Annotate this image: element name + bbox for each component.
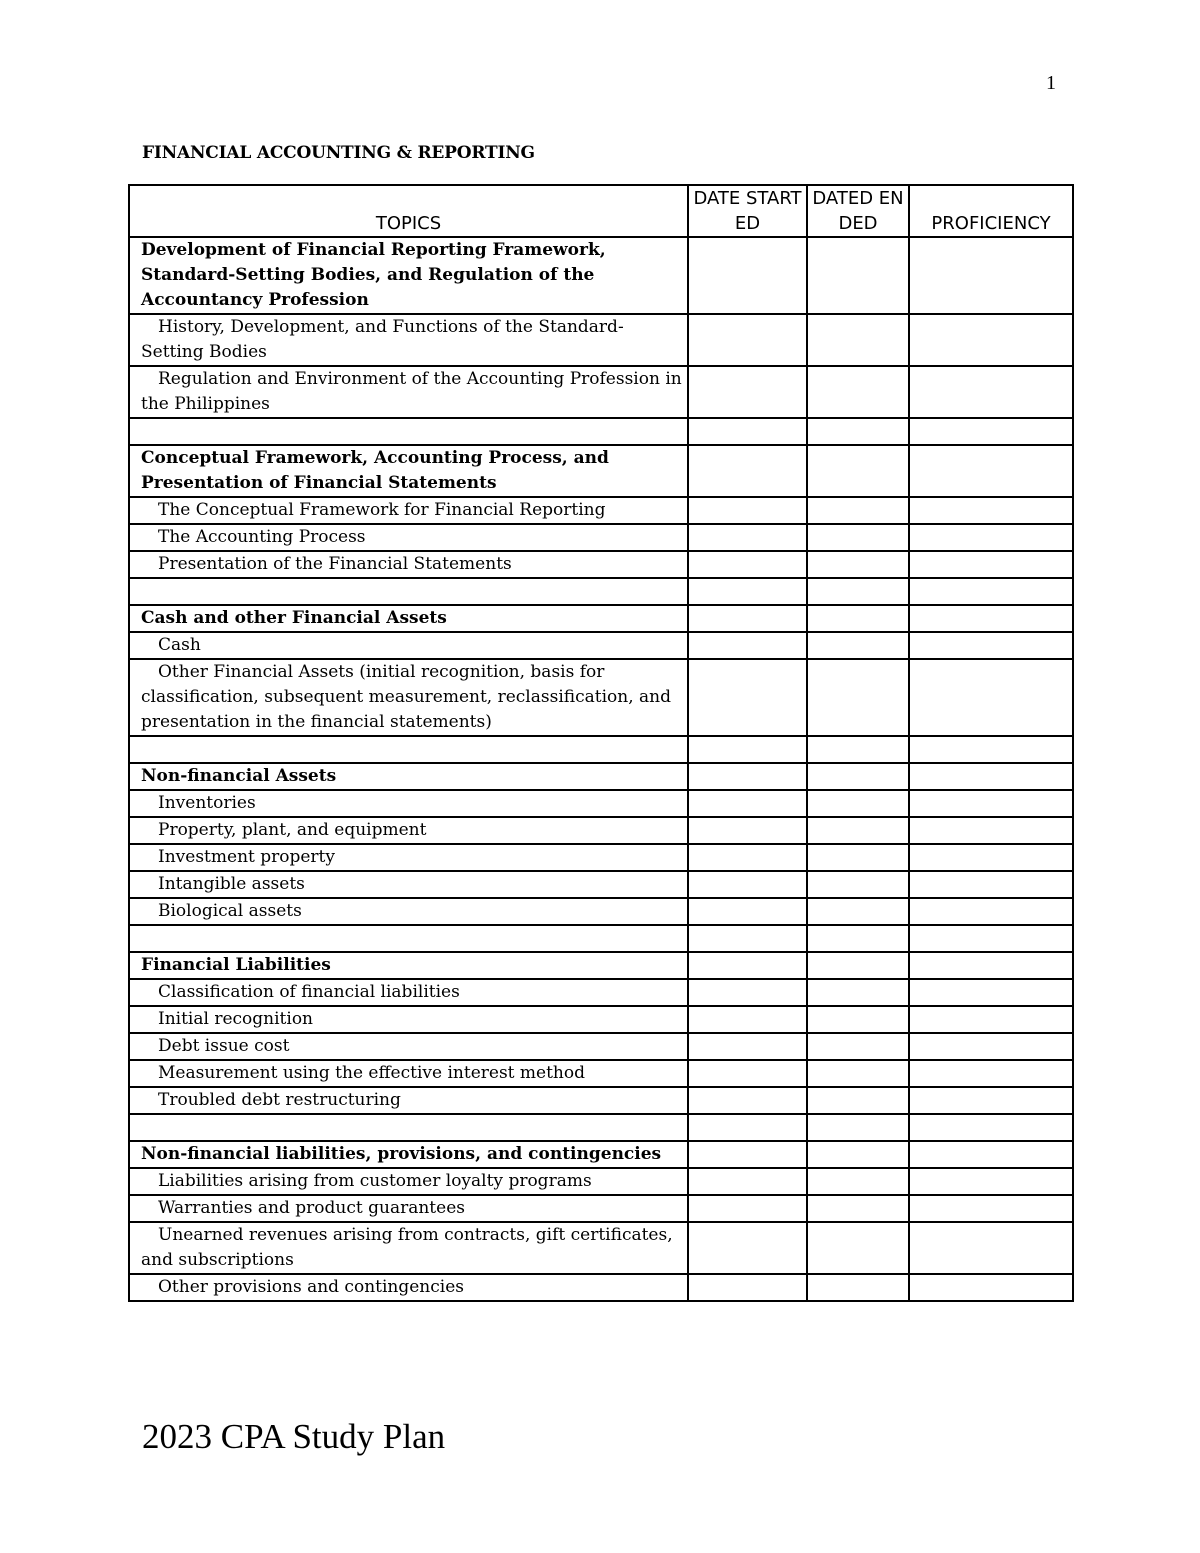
date-started-cell [688,605,807,632]
dated-ended-cell [807,524,909,551]
section-title: Development of Financial Reporting Framework, Standard-Setting Bodies, and Regulation of the Accountancy Profession [129,237,688,314]
page-number: 1 [1046,72,1056,94]
date-started-cell [688,736,807,763]
proficiency-cell [909,1222,1073,1274]
proficiency-cell [909,1087,1073,1114]
dated-ended-cell [807,1033,909,1060]
column-header-topics: TOPICS [129,185,688,237]
proficiency-cell [909,1006,1073,1033]
date-started-cell [688,1087,807,1114]
blank-cell [129,418,688,445]
dated-ended-cell [807,1168,909,1195]
table-row [129,979,1073,1006]
table-row [129,524,1073,551]
date-started-cell [688,1033,807,1060]
section-title: Conceptual Framework, Accounting Process, and Presentation of Financial Statements [129,445,688,497]
spacer-row [129,925,1073,952]
table-row [129,898,1073,925]
section-row [129,1141,1073,1168]
date-started-cell [688,1168,807,1195]
table-row [129,817,1073,844]
dated-ended-cell [807,314,909,366]
date-started-cell [688,763,807,790]
table-row [129,551,1073,578]
date-started-cell [688,871,807,898]
dated-ended-cell [807,237,909,314]
table-row [129,314,1073,366]
section-row [129,237,1073,314]
date-started-cell [688,237,807,314]
proficiency-cell [909,898,1073,925]
topic-cell: History, Development, and Functions of the Standard-Setting Bodies [129,314,688,366]
table-row [129,1033,1073,1060]
date-started-cell [688,952,807,979]
dated-ended-cell [807,632,909,659]
column-header-dated-ended: DATED ENDED [807,185,909,237]
table-row [129,1168,1073,1195]
topic-cell: Biological assets [129,898,688,925]
topic-cell: Regulation and Environment of the Accounting Profession in the Philippines [129,366,688,418]
topic-cell: Warranties and product guarantees [129,1195,688,1222]
proficiency-cell [909,366,1073,418]
proficiency-cell [909,1195,1073,1222]
dated-ended-cell [807,898,909,925]
dated-ended-cell [807,1141,909,1168]
topic-cell: Troubled debt restructuring [129,1087,688,1114]
topic-cell: Unearned revenues arising from contracts, gift certificates, and subscriptions [129,1222,688,1274]
dated-ended-cell [807,418,909,445]
topic-cell: Measurement using the effective interest method [129,1060,688,1087]
dated-ended-cell [807,817,909,844]
proficiency-cell [909,605,1073,632]
section-title: Cash and other Financial Assets [129,605,688,632]
proficiency-cell [909,844,1073,871]
dated-ended-cell [807,659,909,736]
proficiency-cell [909,1060,1073,1087]
date-started-cell [688,445,807,497]
date-started-cell [688,524,807,551]
topic-cell: The Conceptual Framework for Financial Reporting [129,497,688,524]
spacer-row [129,578,1073,605]
table-row [129,1195,1073,1222]
date-started-cell [688,817,807,844]
dated-ended-cell [807,763,909,790]
proficiency-cell [909,979,1073,1006]
dated-ended-cell [807,1274,909,1301]
dated-ended-cell [807,497,909,524]
section-title: Non-financial liabilities, provisions, and contingencies [129,1141,688,1168]
proficiency-cell [909,817,1073,844]
topic-cell: Liabilities arising from customer loyalty programs [129,1168,688,1195]
document-title: FINANCIAL ACCOUNTING & REPORTING [142,143,535,163]
proficiency-cell [909,578,1073,605]
topic-cell: Initial recognition [129,1006,688,1033]
table-row [129,1060,1073,1087]
proficiency-cell [909,497,1073,524]
topic-cell: Other provisions and contingencies [129,1274,688,1301]
table-row [129,1222,1073,1274]
date-started-cell [688,979,807,1006]
dated-ended-cell [807,844,909,871]
date-started-cell [688,418,807,445]
dated-ended-cell [807,952,909,979]
section-row [129,605,1073,632]
blank-cell [129,925,688,952]
dated-ended-cell [807,871,909,898]
proficiency-cell [909,659,1073,736]
proficiency-cell [909,871,1073,898]
topic-cell: Investment property [129,844,688,871]
date-started-cell [688,314,807,366]
proficiency-cell [909,925,1073,952]
spacer-row [129,418,1073,445]
proficiency-cell [909,551,1073,578]
table-row [129,659,1073,736]
topic-cell: The Accounting Process [129,524,688,551]
dated-ended-cell [807,925,909,952]
date-started-cell [688,497,807,524]
table-row [129,1087,1073,1114]
proficiency-cell [909,736,1073,763]
proficiency-cell [909,1141,1073,1168]
dated-ended-cell [807,445,909,497]
table-row [129,1006,1073,1033]
table-row [129,632,1073,659]
dated-ended-cell [807,790,909,817]
topic-cell: Presentation of the Financial Statements [129,551,688,578]
section-title: Non-financial Assets [129,763,688,790]
table-row [129,790,1073,817]
date-started-cell [688,578,807,605]
dated-ended-cell [807,605,909,632]
dated-ended-cell [807,979,909,1006]
column-header-proficiency: PROFICIENCY [909,185,1073,237]
proficiency-cell [909,632,1073,659]
dated-ended-cell [807,551,909,578]
dated-ended-cell [807,1006,909,1033]
dated-ended-cell [807,1060,909,1087]
section-row [129,763,1073,790]
dated-ended-cell [807,1114,909,1141]
date-started-cell [688,366,807,418]
date-started-cell [688,1222,807,1274]
blank-cell [129,578,688,605]
proficiency-cell [909,790,1073,817]
date-started-cell [688,898,807,925]
proficiency-cell [909,445,1073,497]
date-started-cell [688,659,807,736]
footer-title: 2023 CPA Study Plan [142,1417,446,1456]
column-header-date-started: DATE STARTED [688,185,807,237]
blank-cell [129,1114,688,1141]
spacer-row [129,736,1073,763]
dated-ended-cell [807,1195,909,1222]
date-started-cell [688,632,807,659]
proficiency-cell [909,952,1073,979]
date-started-cell [688,844,807,871]
table-header-row [129,185,1073,237]
table-row [129,366,1073,418]
proficiency-cell [909,418,1073,445]
dated-ended-cell [807,578,909,605]
blank-cell [129,736,688,763]
proficiency-cell [909,1114,1073,1141]
proficiency-cell [909,1274,1073,1301]
dated-ended-cell [807,1087,909,1114]
date-started-cell [688,1195,807,1222]
date-started-cell [688,925,807,952]
topic-cell: Debt issue cost [129,1033,688,1060]
spacer-row [129,1114,1073,1141]
table-row [129,844,1073,871]
date-started-cell [688,1060,807,1087]
topic-cell: Classification of financial liabilities [129,979,688,1006]
table-row [129,497,1073,524]
section-row [129,445,1073,497]
table-body [129,237,1073,1301]
date-started-cell [688,1006,807,1033]
date-started-cell [688,1141,807,1168]
topic-cell: Property, plant, and equipment [129,817,688,844]
proficiency-cell [909,763,1073,790]
table-row [129,1274,1073,1301]
proficiency-cell [909,1033,1073,1060]
dated-ended-cell [807,736,909,763]
proficiency-cell [909,524,1073,551]
dated-ended-cell [807,1222,909,1274]
topic-cell: Intangible assets [129,871,688,898]
study-plan-table [128,184,1074,1302]
date-started-cell [688,1114,807,1141]
date-started-cell [688,1274,807,1301]
topic-cell: Inventories [129,790,688,817]
table-row [129,871,1073,898]
topic-cell: Other Financial Assets (initial recognition, basis for classification, subsequent measurement, reclassification, and presentation in the financial statements) [129,659,688,736]
topic-cell: Cash [129,632,688,659]
date-started-cell [688,551,807,578]
proficiency-cell [909,237,1073,314]
proficiency-cell [909,1168,1073,1195]
date-started-cell [688,790,807,817]
proficiency-cell [909,314,1073,366]
dated-ended-cell [807,366,909,418]
section-title: Financial Liabilities [129,952,688,979]
section-row [129,952,1073,979]
